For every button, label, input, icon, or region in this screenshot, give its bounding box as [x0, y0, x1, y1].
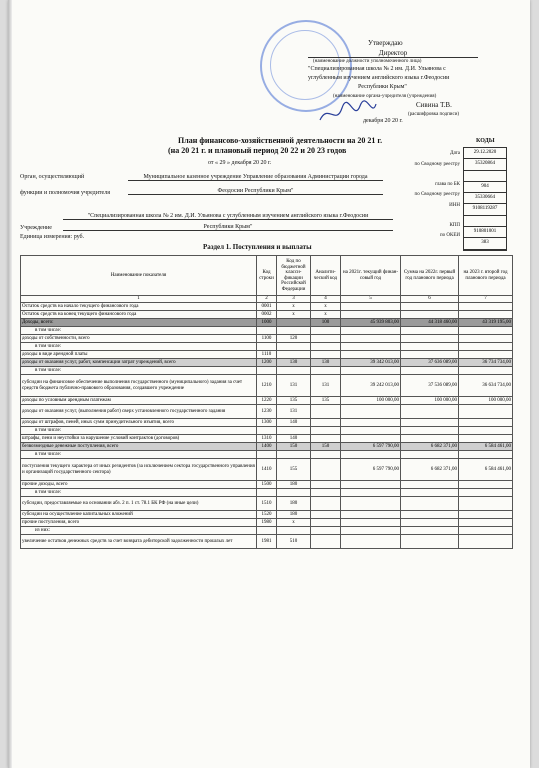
cell-kbk — [277, 351, 311, 359]
cell-year1: 100 000,00 — [341, 397, 401, 405]
cell-code — [257, 527, 277, 535]
code-label-registry: по Сводному реестру — [414, 162, 460, 167]
table-row — [21, 511, 513, 519]
approval-position-caption: (наименование должности уполномоченного лица) — [313, 59, 422, 64]
cell-year2 — [401, 303, 459, 311]
code-date: 29.12.2020 — [464, 148, 506, 159]
cell-year1: 39 242 013,00 — [341, 375, 401, 397]
cell-year2: 100 000,00 — [401, 397, 459, 405]
cell-code — [257, 327, 277, 335]
table-row — [21, 359, 513, 367]
cell-year1 — [341, 481, 401, 489]
cell-year1 — [341, 511, 401, 519]
codes-header: КОДЫ — [476, 138, 495, 144]
cell-year2 — [401, 481, 459, 489]
cell-year1: 39 342 013,00 — [341, 359, 401, 367]
cell-year3 — [459, 481, 513, 489]
cell-year1 — [341, 435, 401, 443]
cell-code — [257, 427, 277, 435]
table-row — [21, 335, 513, 343]
codes-box — [463, 147, 507, 251]
cell-analytic — [311, 535, 341, 549]
th-kbk: Код по бюджетной класси- фикации Российской Федерации — [277, 256, 311, 296]
cell-year3: 36 734 734,00 — [459, 359, 513, 367]
cell-year3 — [459, 335, 513, 343]
cell-year3 — [459, 419, 513, 427]
colnum: 3 — [277, 296, 311, 303]
approval-org-caption: (наименование органа-учредителя (учреждения) — [333, 94, 437, 99]
cell-name: безвозмездные денежные поступления, всего — [21, 443, 257, 451]
code-empty-2 — [464, 216, 506, 227]
institution-label: Учреждение — [20, 225, 52, 231]
cell-code: 1230 — [257, 405, 277, 419]
cell-analytic — [311, 435, 341, 443]
cell-year3 — [459, 343, 513, 351]
institution-value-1: "Специализированная школа № 2 им. Д.И. Ульянова с углубленным изучением английского языка г.Феодосии — [63, 213, 393, 220]
cell-kbk: 131 — [277, 405, 311, 419]
cell-year2 — [401, 497, 459, 511]
cell-kbk: 180 — [277, 481, 311, 489]
table-row — [21, 497, 513, 511]
cell-year1 — [341, 489, 401, 497]
cell-kbk: 150 — [277, 443, 311, 451]
cell-name: из них: — [21, 527, 257, 535]
cell-year2 — [401, 435, 459, 443]
cell-kbk: 130 — [277, 359, 311, 367]
organ-value-2: Феодосии Республики Крым" — [128, 188, 383, 195]
plan-title-line2: (на 20 21 г. и плановый период 20 22 и 20 23 годов — [168, 146, 347, 155]
table-row — [21, 443, 513, 451]
cell-analytic: 130 — [311, 359, 341, 367]
table-row — [21, 419, 513, 427]
cell-year2 — [401, 427, 459, 435]
table-row — [21, 375, 513, 397]
approval-header: Утверждаю — [368, 39, 403, 47]
cell-name: доходы от оказания услуг, (выполнения работ) сверх установленного государственного задания — [21, 405, 257, 419]
cell-code: 1220 — [257, 397, 277, 405]
cell-kbk — [277, 427, 311, 435]
cell-year1 — [341, 527, 401, 535]
cell-year3: 100 000,00 — [459, 397, 513, 405]
cell-name: Остаток средств на конец текущего финансового года — [21, 311, 257, 319]
cell-analytic — [311, 481, 341, 489]
cell-code: 1410 — [257, 459, 277, 481]
code-glava: 904 — [464, 182, 506, 193]
cell-year2: 6 682 371,00 — [401, 459, 459, 481]
cell-year1 — [341, 451, 401, 459]
cell-analytic: 100 — [311, 319, 341, 327]
cell-analytic — [311, 351, 341, 359]
cell-kbk: 135 — [277, 397, 311, 405]
cell-year2 — [401, 511, 459, 519]
code-registry: 35320864 — [464, 159, 506, 170]
cell-year3: 6 584 461,00 — [459, 443, 513, 451]
table-row — [21, 343, 513, 351]
plan-title-line1: План финансово-хозяйственной деятельности на 20 21 г. — [178, 136, 383, 145]
cell-name: доходы по условным арендным платежам — [21, 397, 257, 405]
code-label-inn: ИНН — [449, 203, 460, 208]
institution-value-2: Республики Крым" — [63, 224, 393, 231]
unit-label: Единица измерения: руб. — [20, 234, 85, 240]
cell-kbk: 155 — [277, 459, 311, 481]
approval-signature-name: Сивина Т.В. — [416, 101, 452, 109]
cell-year3 — [459, 303, 513, 311]
organ-label-2: функции и полномочия учредителя — [20, 190, 110, 196]
cell-year3 — [459, 311, 513, 319]
organ-label-1: Орган, осуществляющий — [20, 174, 85, 180]
cell-year2 — [401, 451, 459, 459]
approval-org-line3: Республики Крым" — [358, 84, 407, 90]
cell-code — [257, 451, 277, 459]
cell-year3 — [459, 427, 513, 435]
cell-year2: 44 318 460,00 — [401, 319, 459, 327]
cell-year3: 43 319 195,00 — [459, 319, 513, 327]
cell-year1 — [341, 535, 401, 549]
cell-name: субсидии на осуществление капитальных вложений — [21, 511, 257, 519]
cell-year1 — [341, 519, 401, 527]
cell-analytic — [311, 419, 341, 427]
cell-year3: 6 584 461,00 — [459, 459, 513, 481]
th-analytic: Аналити- ческий код — [311, 256, 341, 296]
cell-name: прочие поступления, всего — [21, 519, 257, 527]
cell-code: 1400 — [257, 443, 277, 451]
organ-value-1: Муниципальное казенное учреждение Управление образования Администрации города — [128, 174, 383, 181]
code-kpp: 910801001 — [464, 227, 506, 238]
table-colnum-row — [21, 296, 513, 303]
code-registry-2: 35330664 — [464, 193, 506, 204]
cell-year1 — [341, 311, 401, 319]
cell-year3 — [459, 435, 513, 443]
table-row — [21, 481, 513, 489]
cell-code: 1981 — [257, 535, 277, 549]
cell-analytic — [311, 511, 341, 519]
cell-name: Доходы, всего: — [21, 319, 257, 327]
cell-code: 1110 — [257, 351, 277, 359]
cell-analytic — [311, 489, 341, 497]
cell-code: 1520 — [257, 511, 277, 519]
cell-year3 — [459, 327, 513, 335]
approval-signature-caption: (расшифровка подписи) — [408, 112, 460, 117]
table-row — [21, 327, 513, 335]
cell-name: увеличение остатков денежных средств за счет возврата дебиторской задолженности прошлых лет — [21, 535, 257, 549]
cell-name: поступления текущего характера от иных резидентов (за исключением сектора государственного управления и организаций государственного сектора) — [21, 459, 257, 481]
code-okei: 383 — [464, 238, 506, 249]
cell-name: в том числе: — [21, 427, 257, 435]
cell-year1 — [341, 351, 401, 359]
cell-name: субсидии на финансовое обеспечение выполнения государственного (муниципального) задания за счет средств бюджета публично-правового образования, создавшего учреждение — [21, 375, 257, 397]
cell-year1 — [341, 419, 401, 427]
section-title: Раздел 1. Поступления и выплаты — [203, 243, 312, 251]
cell-name: штрафы, пени и неустойки за нарушение условий контрактов (договоров) — [21, 435, 257, 443]
cell-year2 — [401, 489, 459, 497]
cell-analytic — [311, 519, 341, 527]
colnum: 1 — [21, 296, 257, 303]
th-year2: Сумма на 2022г. первый год планового периода — [401, 256, 459, 296]
cell-analytic — [311, 367, 341, 375]
cell-year2 — [401, 311, 459, 319]
cell-analytic: 135 — [311, 397, 341, 405]
cell-kbk: 510 — [277, 535, 311, 549]
cell-analytic — [311, 343, 341, 351]
cell-name: в том числе: — [21, 451, 257, 459]
cell-code: 1980 — [257, 519, 277, 527]
cell-kbk — [277, 489, 311, 497]
cell-year1 — [341, 343, 401, 351]
cell-kbk: х — [277, 303, 311, 311]
cell-year1 — [341, 367, 401, 375]
table-row — [21, 435, 513, 443]
table-row — [21, 451, 513, 459]
table-row — [21, 459, 513, 481]
stamp-seal-inner — [270, 30, 340, 100]
cell-year2 — [401, 419, 459, 427]
cell-year1: 6 597 790,00 — [341, 443, 401, 451]
cell-kbk: 180 — [277, 511, 311, 519]
table-row — [21, 303, 513, 311]
cell-code: 1100 — [257, 335, 277, 343]
cell-year3 — [459, 451, 513, 459]
cell-name: доходы от штрафов, пеней, иных сумм принудительного изъятия, всего — [21, 419, 257, 427]
table-row — [21, 367, 513, 375]
cell-code: 1000 — [257, 319, 277, 327]
cell-analytic — [311, 527, 341, 535]
cell-kbk — [277, 319, 311, 327]
cell-kbk: 140 — [277, 435, 311, 443]
cell-analytic: х — [311, 311, 341, 319]
colnum: 6 — [401, 296, 459, 303]
colnum: 7 — [459, 296, 513, 303]
colnum: 2 — [257, 296, 277, 303]
code-label-date: Дата — [450, 151, 460, 156]
cell-kbk: х — [277, 311, 311, 319]
approval-org-line1: "Специализированная школа № 2 им. Д.И. Ульянова с — [308, 66, 446, 72]
cell-year2 — [401, 343, 459, 351]
cell-year3 — [459, 497, 513, 511]
cell-year3 — [459, 535, 513, 549]
table-row — [21, 319, 513, 327]
cell-kbk: 140 — [277, 419, 311, 427]
table-row — [21, 519, 513, 527]
cell-year2 — [401, 527, 459, 535]
cell-analytic — [311, 427, 341, 435]
code-label-okei: по ОКЕИ — [439, 233, 460, 238]
cell-name: доходы в виде арендной платы — [21, 351, 257, 359]
cell-code: 1200 — [257, 359, 277, 367]
cell-year3 — [459, 367, 513, 375]
cell-year1 — [341, 303, 401, 311]
cell-year2 — [401, 519, 459, 527]
cell-kbk: 120 — [277, 335, 311, 343]
cell-year3 — [459, 527, 513, 535]
cell-code: 0001 — [257, 303, 277, 311]
cell-analytic — [311, 459, 341, 481]
cell-code — [257, 367, 277, 375]
colnum: 4 — [311, 296, 341, 303]
th-year3: на 2023 г. второй год планового периода — [459, 256, 513, 296]
cell-kbk: 180 — [277, 497, 311, 511]
cell-name: субсидии, предоставляемые на основании абз. 2 п. 1 ст. 78.1 БК РФ (на иные цели) — [21, 497, 257, 511]
cell-year2 — [401, 367, 459, 375]
cell-analytic: 131 — [311, 375, 341, 397]
cell-name: в том числе: — [21, 343, 257, 351]
document-page — [8, 0, 530, 768]
cell-name: доходы от оказания услуг, работ, компенсации затрат учреждений, всего — [21, 359, 257, 367]
table-row — [21, 427, 513, 435]
cell-kbk — [277, 327, 311, 335]
code-empty — [464, 171, 506, 182]
cell-year2: 6 682 371,00 — [401, 443, 459, 451]
cell-analytic — [311, 335, 341, 343]
table-row — [21, 489, 513, 497]
code-inn: 9108119287 — [464, 204, 506, 215]
cell-year3: 36 634 734,00 — [459, 375, 513, 397]
cell-year3 — [459, 489, 513, 497]
cell-name: в том числе: — [21, 367, 257, 375]
code-label-glava: глава по БК — [435, 182, 460, 187]
cell-kbk — [277, 527, 311, 535]
finance-table — [20, 255, 513, 549]
approval-position: Директор — [308, 50, 478, 58]
table-row — [21, 397, 513, 405]
cell-year1 — [341, 405, 401, 419]
cell-year2 — [401, 405, 459, 419]
cell-year1 — [341, 427, 401, 435]
cell-code: 1210 — [257, 375, 277, 397]
cell-analytic — [311, 405, 341, 419]
cell-year3 — [459, 511, 513, 519]
cell-year1: 45 939 803,00 — [341, 319, 401, 327]
code-label-kpp: КПП — [449, 223, 460, 228]
code-label-registry-2: по Сводному реестру — [414, 192, 460, 197]
cell-name: Остаток средств на начало текущего финансового года — [21, 303, 257, 311]
cell-name: в том числе: — [21, 489, 257, 497]
cell-analytic — [311, 327, 341, 335]
cell-analytic — [311, 451, 341, 459]
cell-kbk: 131 — [277, 375, 311, 397]
cell-kbk — [277, 367, 311, 375]
cell-year1 — [341, 497, 401, 511]
table-header-row — [21, 256, 513, 296]
cell-year1: 6 597 790,00 — [341, 459, 401, 481]
table-row — [21, 351, 513, 359]
cell-year3 — [459, 405, 513, 419]
cell-year2: 37 536 089,00 — [401, 375, 459, 397]
th-name: Наименование показателя — [21, 256, 257, 296]
cell-year3 — [459, 519, 513, 527]
cell-year3 — [459, 351, 513, 359]
cell-code — [257, 343, 277, 351]
cell-code: 1510 — [257, 497, 277, 511]
table-row — [21, 311, 513, 319]
approval-org-line2: углубленным изучением английского языка г.Феодосии — [308, 75, 450, 81]
th-code: Код строки — [257, 256, 277, 296]
cell-year2 — [401, 327, 459, 335]
cell-code: 1310 — [257, 435, 277, 443]
cell-code: 1500 — [257, 481, 277, 489]
table-row — [21, 527, 513, 535]
cell-analytic — [311, 497, 341, 511]
cell-analytic: х — [311, 303, 341, 311]
approval-date: декабря 20 20 г. — [363, 118, 403, 124]
cell-code: 1300 — [257, 419, 277, 427]
cell-year1 — [341, 327, 401, 335]
plan-date: от « 29 » декабря 20 20 г. — [208, 160, 272, 166]
cell-kbk — [277, 451, 311, 459]
th-year1: на 2021г. текущий финан- совый год — [341, 256, 401, 296]
table-row — [21, 405, 513, 419]
page-edge-shadow — [8, 0, 12, 768]
cell-kbk: х — [277, 519, 311, 527]
cell-code: 0002 — [257, 311, 277, 319]
cell-year2 — [401, 535, 459, 549]
colnum: 5 — [341, 296, 401, 303]
cell-name: в том числе: — [21, 327, 257, 335]
cell-name: прочие доходы, всего — [21, 481, 257, 489]
cell-code — [257, 489, 277, 497]
cell-year2: 37 636 089,00 — [401, 359, 459, 367]
table-row — [21, 535, 513, 549]
cell-analytic: 150 — [311, 443, 341, 451]
cell-kbk — [277, 343, 311, 351]
cell-year2 — [401, 351, 459, 359]
cell-year2 — [401, 335, 459, 343]
cell-name: доходы от собственности, всего — [21, 335, 257, 343]
cell-year1 — [341, 335, 401, 343]
